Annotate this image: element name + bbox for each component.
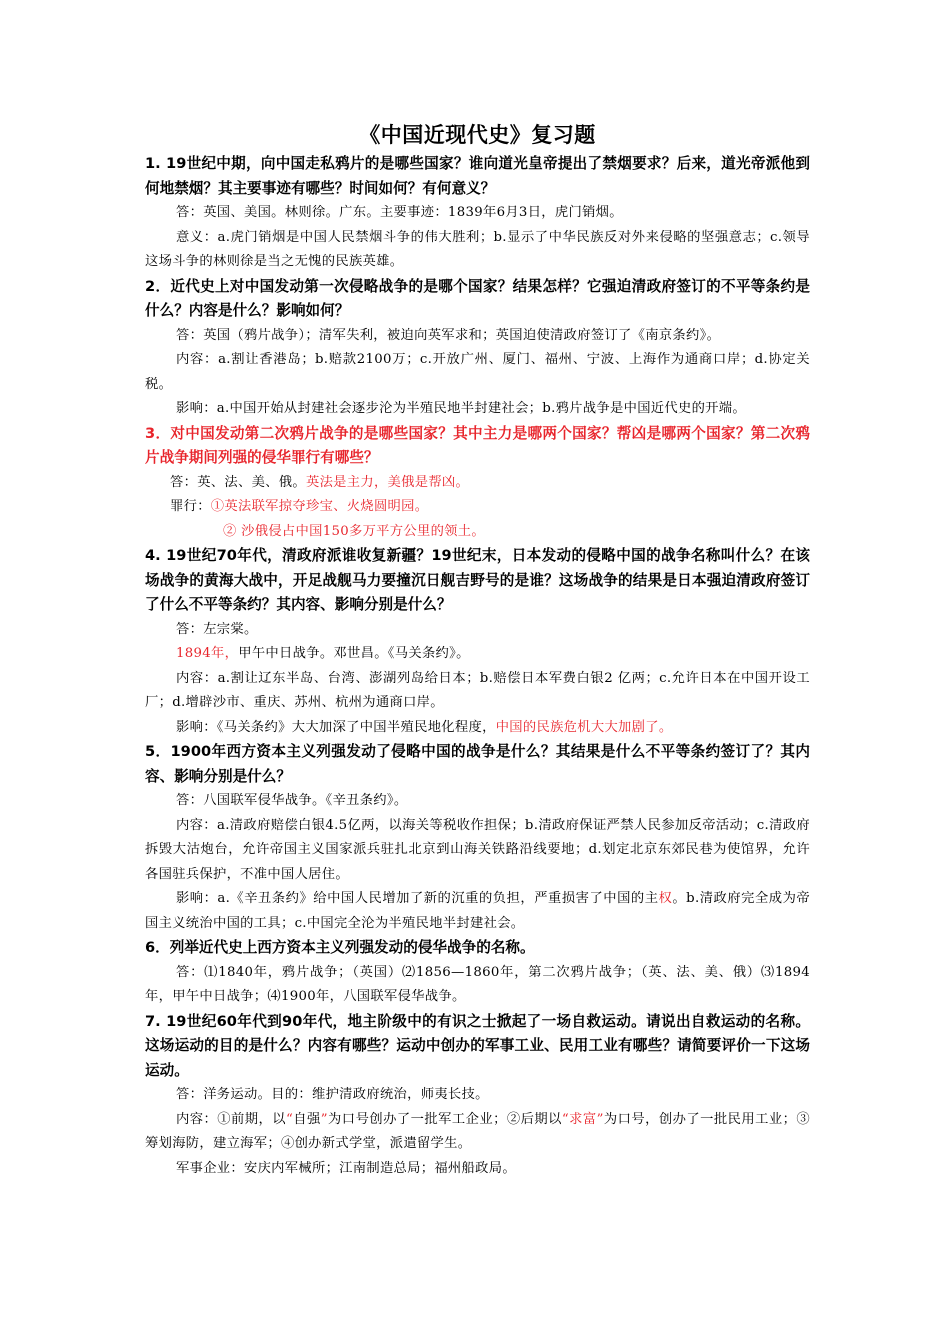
answer-5-content: 内容：a.清政府赔偿白银4.5亿两，以海关等税收作担保；b.清政府保证严禁人民参加反帝活动；c.清政府拆毁大沽炮台，允许帝国主义国家派兵驻扎北京到山海关铁路沿线要地；d.划定北京东郊民巷为使馆界，允许各国驻兵保护，不准中国人居住。 (145, 817, 810, 882)
quote-open-1: “ (286, 1111, 294, 1127)
crime-1: ①英法联军掠夺珍宝、火烧圆明园。 (210, 499, 429, 514)
quote-open-2: “ (561, 1111, 569, 1127)
answer-4-war (145, 642, 810, 667)
answer-1-meaning: 意义：a.虎门销烟是中国人民禁烟斗争的伟大胜利；b.显示了中华民族反对外来侵略的坚强意志；c.领导这场斗争的林则徐是当之无愧的民族英雄。 (145, 229, 810, 269)
answer-7: 答：洋务运动。目的：维护清政府统治，师夷长技。 (176, 1087, 489, 1102)
question-4: 4. 19世纪70年代，清政府派谁收复新疆？19世纪末，日本发动的侵略中国的战争名称叫什么？在该场战争的黄海大战中，开足战舰马力要撞沉日舰吉野号的是谁？这场战争的结果是日本强迫清政府签订了什么不平等条约？其内容、影响分别是什么？ (145, 547, 810, 613)
crimes-label: 罪行： (170, 499, 211, 514)
question-7: 7. 19世纪60年代到90年代，地主阶级中的有识之士掀起了一场自救运动。请说出自救运动的名称。这场运动的目的是什么？内容有哪些？运动中创办的军事工业、民用工业有哪些？请简要评价一下这场运动。 (145, 1012, 810, 1079)
quote-close-2: ” (596, 1111, 604, 1127)
slogan-ziqiang: 自强 (293, 1111, 321, 1127)
answer-4-impact-text: 影响：《马关条约》大大加深了中国半殖民地化程度， (176, 719, 496, 735)
document-page (145, 118, 810, 1181)
question-2: 2．近代史上对中国发动第一次侵略战争的是哪个国家？结果怎样？它强迫清政府签订的不平等条约是什么？内容是什么？影响如何？ (145, 277, 810, 319)
crime-2: ② 沙俄侵占中国150多万平方公里的领土。 (223, 523, 485, 539)
answer-4-impact (145, 716, 810, 741)
slogan-qiufu: 求富 (568, 1111, 597, 1127)
question-6: 6．列举近代史上西方资本主义列强发动的侵华战争的名称。 (145, 939, 535, 956)
answer-5-impact-c: 。b.清政府完全成为帝国主义统治中国的工具；c.中国完全沦为半殖民地半封建社会。 (145, 891, 810, 931)
question-1: 1. 19世纪中期，向中国走私鸦片的是哪些国家？谁向道光皇帝提出了禁烟要求？后来，道光帝派他到何地禁烟？其主要事迹有哪些？时间如何？有何意义？ (145, 155, 810, 197)
answer-2-impact: 影响：a.中国开始从封建社会逐步沦为半殖民地半封建社会；b.鸦片战争是中国近代史的开端。 (176, 401, 746, 416)
answer-3-countries: 答：英、法、美、俄。 (170, 474, 306, 490)
answer-6: 答：⑴1840年，鸦片战争；（英国）⑵1856—1860年，第二次鸦片战争；（英、法、美、俄）⑶1894年，甲午中日战争；⑷1900年，八国联军侵华战争。 (145, 964, 810, 1004)
answer-4-year: 1894年， (176, 646, 239, 661)
answer-7-military: 军事企业：安庆内军械所；江南制造总局；福州船政局。 (176, 1160, 516, 1176)
answer-5-impact-a: 影响：a.《辛丑条约》给中国人民增加了新的沉重的负担，严重损害了中国的主 (176, 891, 659, 906)
answer-5-impact (145, 887, 810, 936)
answer-4-content: 内容：a.割让辽东半岛、台湾、澎湖列岛给日本；b.赔偿日本军费白银2 亿两；c.允许日本在中国开设工厂；d.增辟沙市、重庆、苏州、杭州为通商口岸。 (145, 670, 810, 710)
answer-7-content (145, 1108, 810, 1157)
answer-4: 答：左宗棠。 (176, 621, 258, 637)
answer-3-roles: 英法是主力，美俄是帮凶。 (305, 474, 470, 490)
answer-3 (145, 471, 810, 496)
answer-4-impact-highlight: 中国的民族危机大大加剧了。 (495, 719, 673, 735)
answer-7-content-a: 内容：①前期，以 (176, 1111, 287, 1127)
answer-1: 答：英国、美国。林则徐。广东。主要事迹：1839年6月3日，虎门销烟。 (176, 205, 623, 220)
answer-7-content-c: 为口号创办了一批军工企业；②后期以 (327, 1111, 562, 1127)
answer-4-war-text: 甲午中日战争。邓世昌。《马关条约》。 (238, 646, 470, 661)
answer-5: 答：八国联军侵华战争。《辛丑条约》。 (176, 793, 408, 808)
answer-5-impact-highlight: 权 (658, 891, 673, 906)
answer-2-content: 内容：a.割让香港岛；b.赔款2100万；c.开放广州、厦门、福州、宁波、上海作为通商口岸；d.协定关税。 (145, 352, 810, 392)
question-3: 3．对中国发动第二次鸦片战争的是哪些国家？其中主力是哪两个国家？帮凶是哪两个国家？第二次鸦片战争期间列强的侵华罪行有哪些？ (145, 424, 810, 466)
question-5: 5．1900年西方资本主义列强发动了侵略中国的战争是什么？其结果是什么不平等条约签订了？其内容、影响分别是什么？ (145, 743, 810, 785)
answer-2: 答：英国（鸦片战争）；清军失利，被迫向英军求和；英国迫使清政府签订了《南京条约》。 (176, 327, 721, 343)
answer-3-crimes (145, 495, 810, 520)
quote-close-1: ” (320, 1111, 328, 1127)
document-title: 《中国近现代史》复习题 (359, 123, 596, 147)
answer-7-content-e: 为口号，创办了一批民用工业；③筹划海防，建立海军；④创办新式学堂，派遣留学生。 (145, 1111, 811, 1151)
